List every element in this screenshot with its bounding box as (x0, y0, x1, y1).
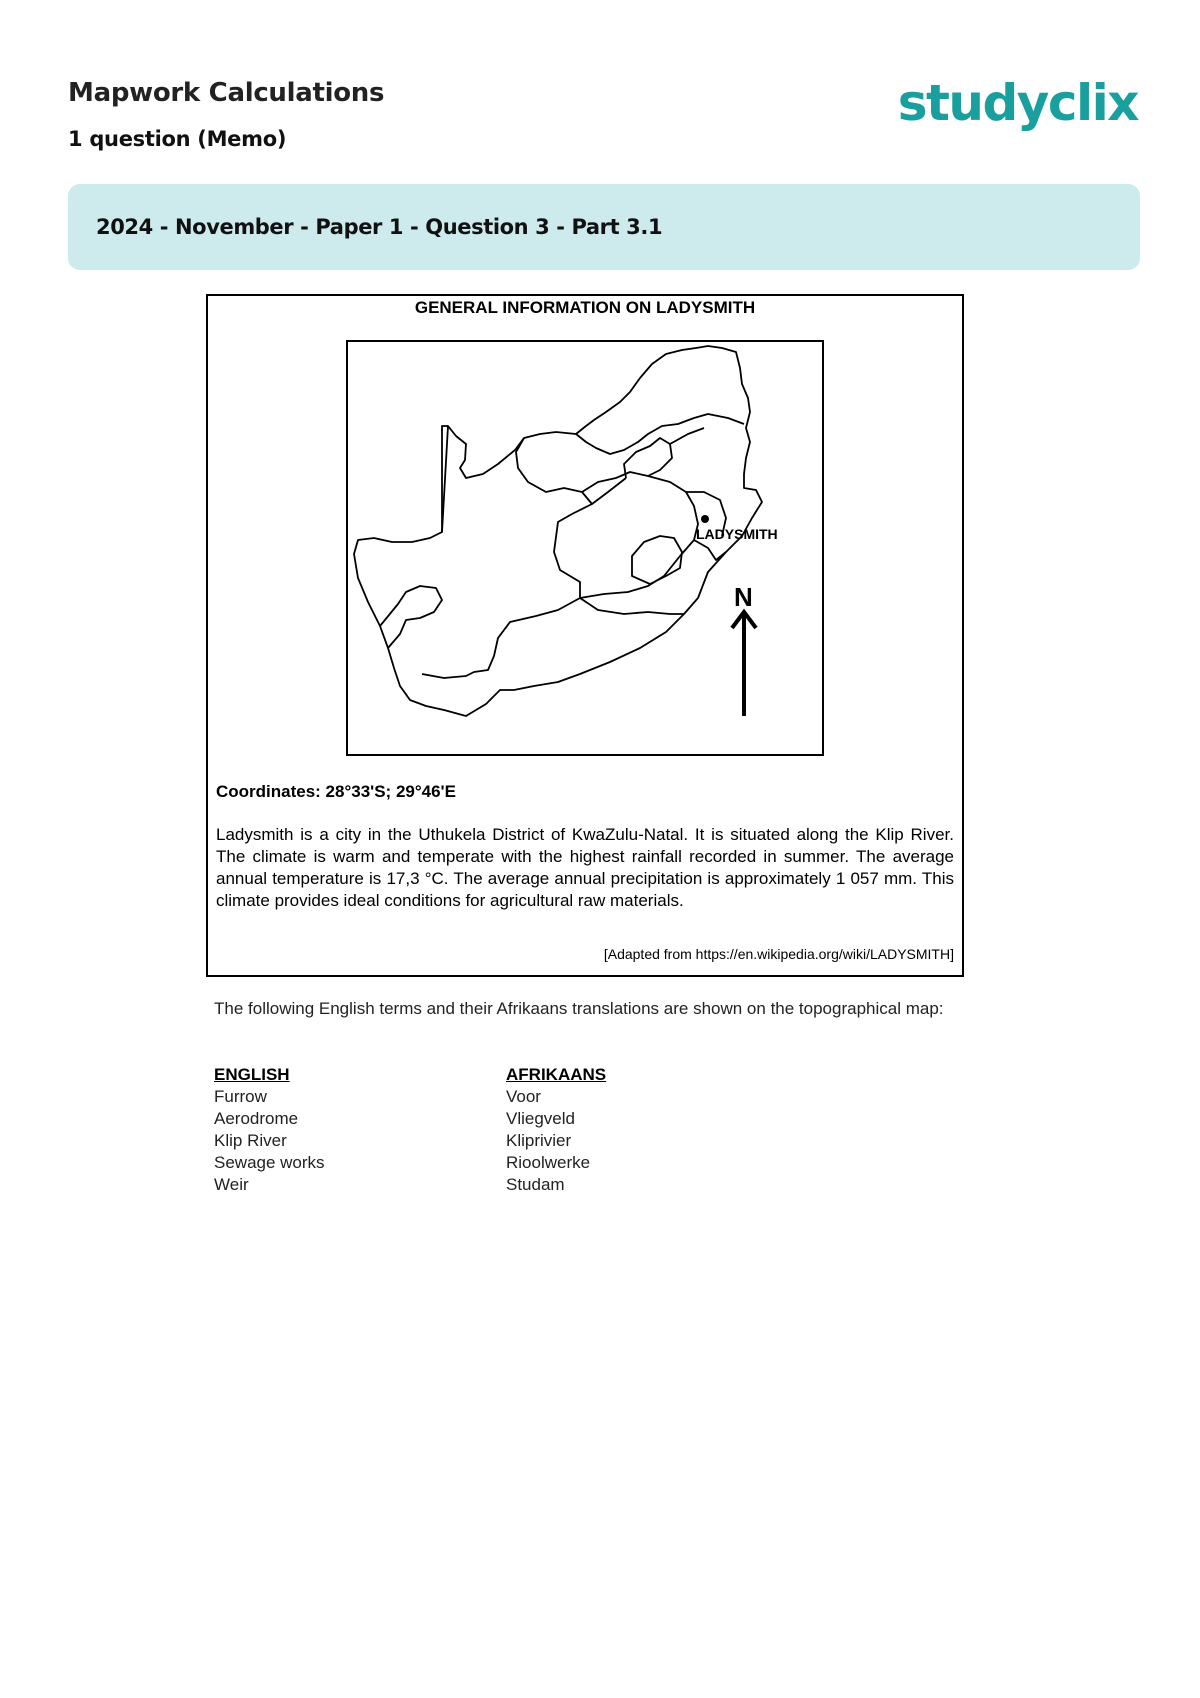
afrikaans-term: Voor (506, 1087, 541, 1106)
info-paragraph: Ladysmith is a city in the Uthukela District of KwaZulu-Natal. It is situated along the Klip River. The climate is warm and temperate with the highest rainfall recorded in summer. The average annual temperature is 17,3 °C. The average annual precipitation is approximately 1 057 mm. This climate provides ideal conditions for agricultural raw materials. (216, 825, 954, 910)
info-heading: GENERAL INFORMATION ON LADYSMITH (414, 298, 756, 317)
ladysmith-label: LADYSMITH (696, 526, 778, 542)
north-label: N (734, 582, 753, 612)
english-term: Klip River (214, 1131, 287, 1150)
north-arrow-icon (732, 612, 756, 716)
afrikaans-column (506, 1064, 706, 1196)
source-citation: [Adapted from https://en.wikipedia.org/wiki/LADYSMITH] (603, 946, 954, 962)
document-subtitle: 1 question (Memo) (68, 127, 287, 151)
map-drawing (348, 342, 822, 754)
afrikaans-term: Rioolwerke (506, 1153, 591, 1172)
question-label: 2024 - November - Paper 1 - Question 3 - Part 3.1 (96, 215, 663, 239)
info-box (206, 294, 964, 977)
english-term: Furrow (214, 1087, 267, 1106)
province-boundaries (422, 438, 592, 678)
english-term: Weir (214, 1175, 249, 1194)
document-title: Mapwork Calculations (68, 78, 385, 108)
english-header: ENGLISH (214, 1065, 290, 1084)
terms-intro: The following English terms and their Afrikaans translations are shown on the topographical map: (214, 999, 944, 1018)
afrikaans-term: Vliegveld (506, 1109, 575, 1128)
ladysmith-marker (701, 515, 709, 523)
studyclix-logo: studyclix (897, 74, 1138, 132)
coordinates: Coordinates: 28°33'S; 29°46'E (216, 782, 456, 801)
afrikaans-term: Studam (506, 1175, 565, 1194)
south-africa-map (346, 340, 824, 756)
english-term: Sewage works (214, 1153, 325, 1172)
terms-table (214, 1064, 706, 1196)
english-term: Aerodrome (214, 1109, 299, 1128)
english-column (214, 1064, 506, 1196)
afrikaans-header: AFRIKAANS (506, 1065, 607, 1084)
question-banner (68, 184, 1140, 270)
afrikaans-term: Kliprivier (506, 1131, 572, 1150)
